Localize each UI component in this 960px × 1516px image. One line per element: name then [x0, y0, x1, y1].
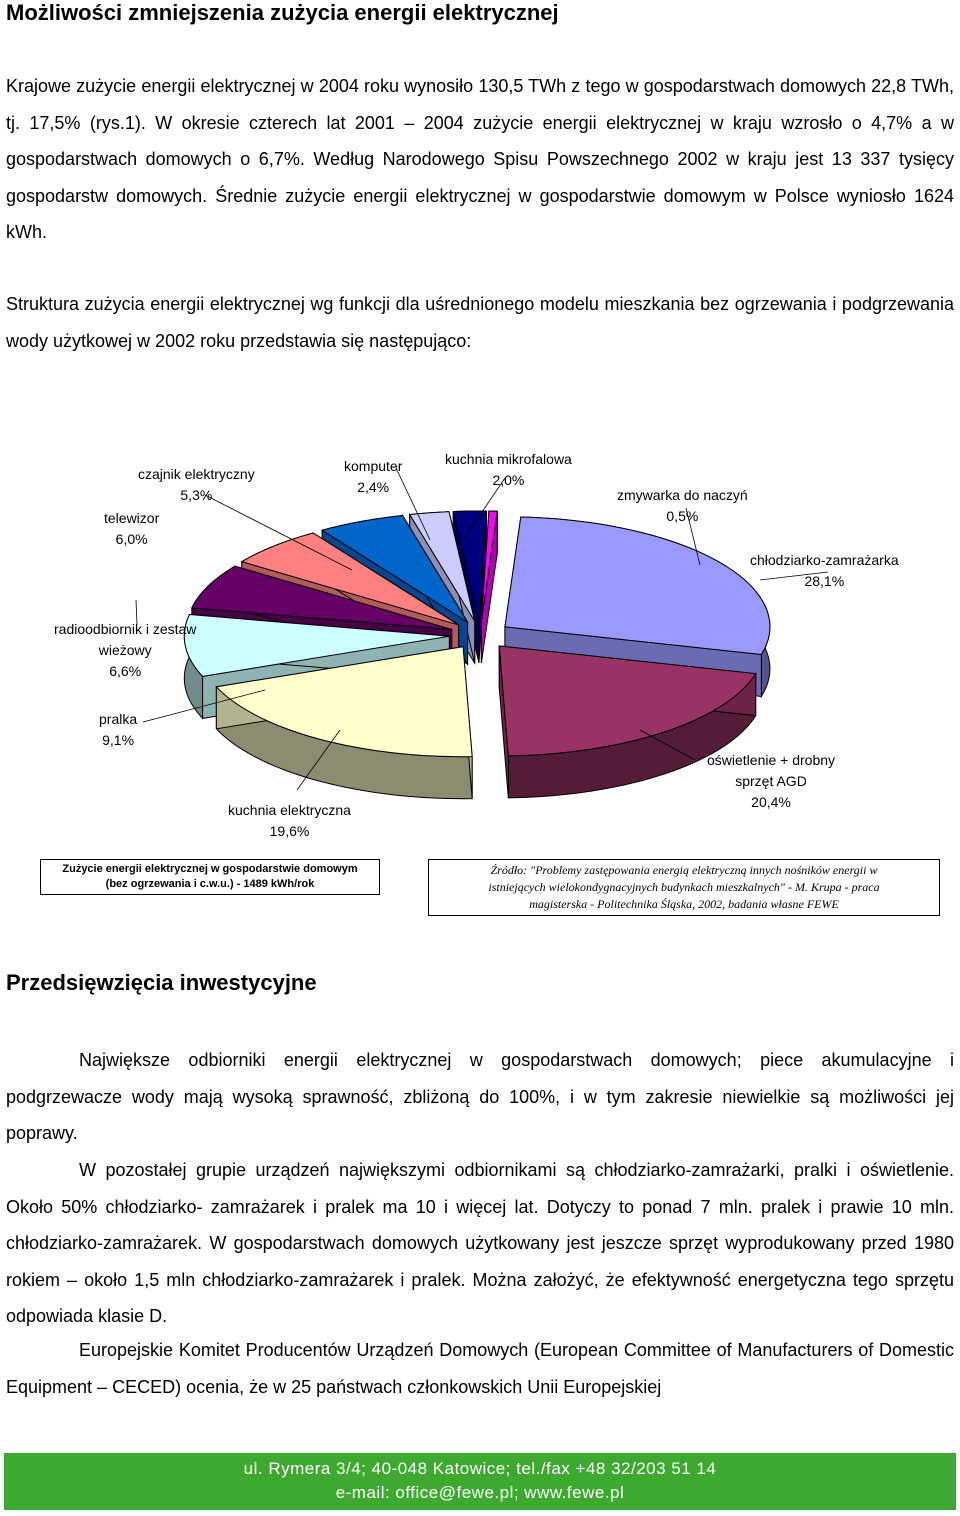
value-zmywarka: 0,5%: [666, 508, 699, 524]
footer-address: ul. Rymera 3/4; 40-048 Katowice; tel./fax +48 32/203 51 14: [243, 1459, 717, 1478]
value-radio: 6,6%: [109, 663, 142, 679]
page-title: Możliwości zmniejszenia zużycia energii elektrycznej: [6, 0, 559, 25]
value-pralka: 9,1%: [102, 732, 135, 748]
label-mikrofalowa: kuchnia mikrofalowa 2,0%: [445, 449, 572, 491]
investment-paragraph-3: Europejskie Komitet Producentów Urządzeń Domowych (European Committee of Manufacturers of Domestic Equipment – CECED) ocenia, że w 25 państwach członkowskich Unii Europejskiej: [6, 1340, 954, 1397]
investment-paragraph-2: W pozostałej grupie urządzeń największymi odbiornikami są chłodziarko-zamrażarki, pralki i oświetlenie. Około 50% chłodziarko- zamrażarek i pralek ma 10 i więcej lat. Dotyczy to ponad 7 mln. pralek i prawie 10 mln. chłodziarko-zamrażarek. W gospodarstwach domowych użytkowany jest jeszcze sprzęt wyprodukowany przed 1980 rokiem – około 1,5 mln chłodziarko-zamrażarek i pralek. Można założyć, że efektywność energetyczna tego sprzętu odpowiada klasie D.: [6, 1160, 954, 1326]
chart-caption: Zużycie energii elektrycznej w gospodarstwie domowym (bez ogrzewania i c.w.u.) - 1489 kWh/rok: [40, 859, 380, 895]
value-komputer: 2,4%: [357, 479, 390, 495]
value-telewizor: 6,0%: [115, 531, 148, 547]
label-telewizor: telewizor 6,0%: [104, 508, 159, 550]
label-czajnik: czajnik elektryczny 5,3%: [138, 464, 255, 506]
label-pralka: pralka 9,1%: [99, 709, 137, 751]
label-chlodziarka: chłodziarko-zamrażarka 28,1%: [750, 550, 899, 592]
value-chlodziarka: 28,1%: [804, 573, 845, 589]
section-heading: Przedsięwzięcia inwestycyjne: [6, 970, 317, 995]
pie-chart: [0, 440, 960, 860]
label-oswietlenie: oświetlenie + drobny sprzęt AGD 20,4%: [707, 750, 835, 813]
label-radio: radioodbiornik i zestaw wieżowy 6,6%: [54, 619, 196, 682]
value-mikrofalowa: 2,0%: [492, 472, 525, 488]
contact-footer: [4, 1453, 956, 1510]
structure-paragraph: Struktura zużycia energii elektrycznej wg funkcji dla uśrednionego modelu mieszkania bez ogrzewania i podgrzewania wody użytkowej w 2002 roku przedstawia się następująco:: [6, 294, 954, 351]
chart-source: Źródło: "Problemy zastępowania energią elektryczną innych nośników energii w istniejących wielokondygnacyjnych budynkach mieszkalnych" - M. Krupa - praca magisterska - Politechnika Śląska, 2002, badania własne FEWE: [428, 859, 940, 916]
label-zmywarka: zmywarka do naczyń 0,5%: [617, 485, 748, 527]
value-czajnik: 5,3%: [180, 487, 213, 503]
label-kuchnia: kuchnia elektryczna 19,6%: [228, 800, 351, 842]
label-komputer: komputer 2,4%: [344, 456, 402, 498]
value-kuchnia: 19,6%: [269, 823, 310, 839]
value-oswietlenie: 20,4%: [751, 794, 791, 810]
footer-contact: e-mail: office@fewe.pl; www.fewe.pl: [335, 1483, 625, 1502]
intro-paragraph: Krajowe zużycie energii elektrycznej w 2004 roku wynosiło 130,5 TWh z tego w gospodarstwach domowych 22,8 TWh, tj. 17,5% (rys.1). W okresie czterech lat 2001 – 2004 zużycie energii elektrycznej w kraju wzrosło o 4,7% a w gospodarstwach domowych o 6,7%. Według Narodowego Spisu Powszechnego 2002 w kraju jest 13 337 tysięcy gospodarstw domowych. Średnie zużycie energii elektrycznej w gospodarstwie domowym w Polsce wyniosło 1624 kWh.: [6, 76, 954, 242]
investment-paragraph-1: Największe odbiorniki energii elektrycznej w gospodarstwach domowych; piece akumulacyjne i podgrzewacze wody mają wysoką sprawność, zbliżoną do 100%, i w tym zakresie niewielkie są możliwości jej poprawy.: [6, 1050, 954, 1143]
